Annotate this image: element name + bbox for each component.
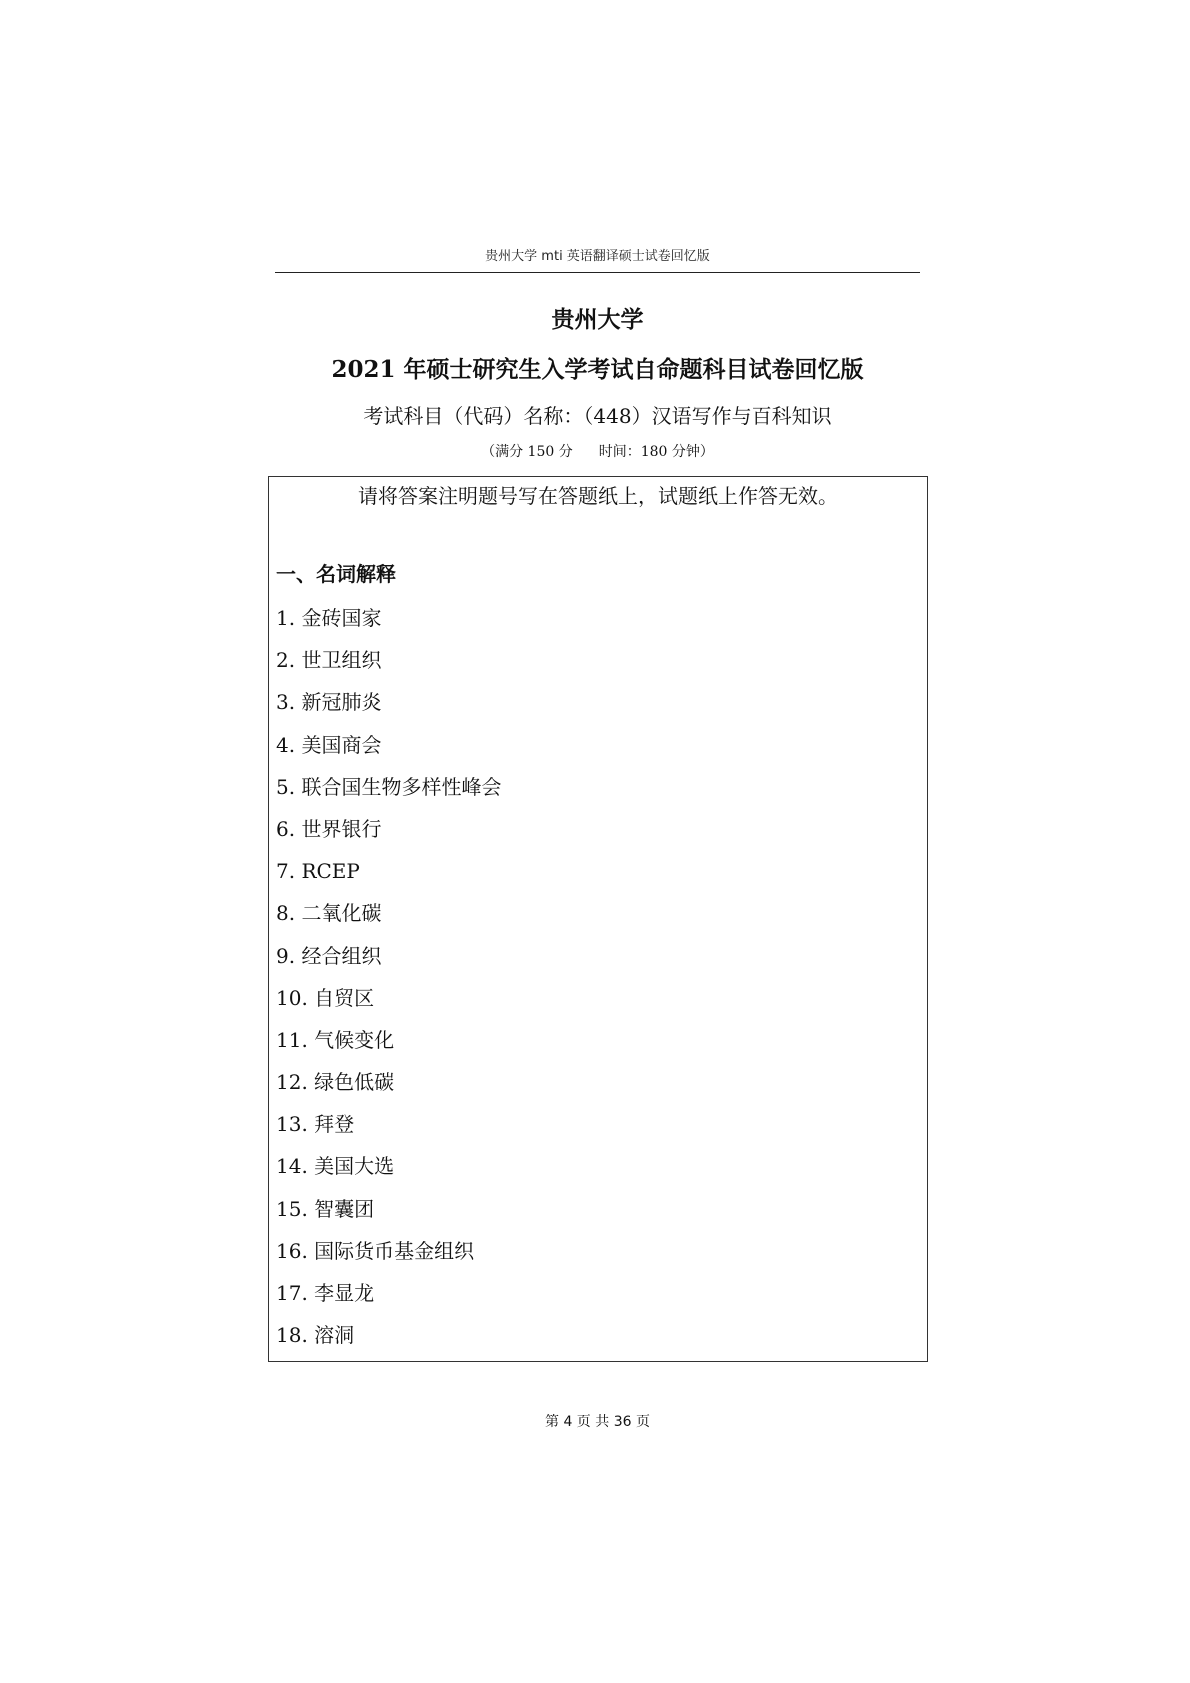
list-item: 12. 绿色低碳: [276, 1070, 395, 1095]
school-name: 贵州大学: [551, 307, 644, 333]
list-item: 15. 智囊团: [276, 1196, 375, 1221]
list-item: 9. 经合组织: [276, 943, 382, 968]
list-item: 5. 联合国生物多样性峰会: [276, 774, 502, 799]
list-item: 11. 气候变化: [276, 1027, 395, 1052]
list-item: 16. 国际货币基金组织: [276, 1238, 475, 1263]
list-item: 6. 世界银行: [276, 816, 382, 841]
list-item: 10. 自贸区: [276, 985, 375, 1010]
exam-time: 时间：180 分钟）: [598, 444, 714, 460]
page-number: 第 4 页 共 36 页: [545, 1414, 650, 1430]
section-heading: 一、名词解释: [276, 562, 396, 586]
list-item: 1. 金砖国家: [276, 606, 382, 630]
list-item: 14. 美国大选: [276, 1154, 395, 1179]
answer-instruction: 请将答案注明题号写在答题纸上，试题纸上作答无效。: [358, 484, 838, 508]
list-item: 4. 美国商会: [276, 732, 382, 757]
exam-meta: [275, 442, 920, 462]
list-item: 13. 拜登: [276, 1112, 355, 1137]
exam-title: 2021 年硕士研究生入学考试自命题科目试卷回忆版: [331, 356, 864, 383]
header-rule: [275, 272, 920, 273]
list-item: 8. 二氧化碳: [276, 901, 382, 926]
term-list: [276, 603, 501, 1362]
full-score: （满分 150 分: [481, 444, 573, 460]
list-item: 7. RCEP: [276, 859, 360, 884]
running-header: 贵州大学 mti 英语翻译硕士试卷回忆版: [485, 249, 710, 264]
subject-line: 考试科目（代码）名称：（448）汉语写作与百科知识: [363, 404, 832, 428]
list-item: 2. 世卫组织: [276, 648, 382, 673]
list-item: 17. 李显龙: [276, 1281, 375, 1305]
list-item: 3. 新冠肺炎: [276, 690, 382, 715]
list-item: 18. 溶洞: [276, 1323, 355, 1348]
